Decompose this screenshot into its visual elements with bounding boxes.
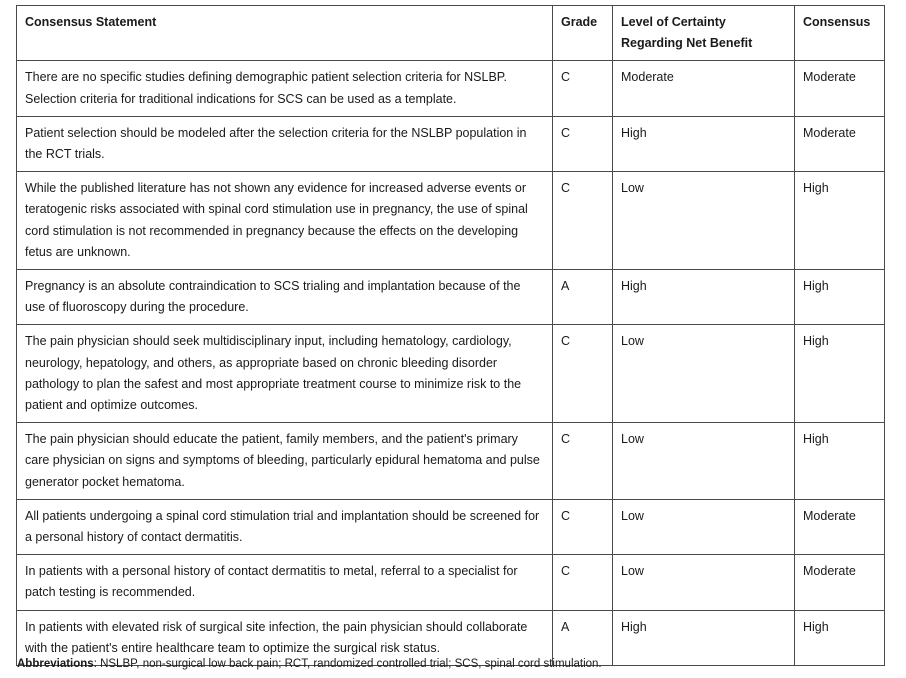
statement-cell: The pain physician should seek multidisciplinary input, including hematology, cardiology, neurology, hepatology, and others, as appropriate based on chronic bleeding disorder pathology to plan the safest and most appropriate treatment course to minimize risk to the patient and optimize outcomes. [17,325,553,423]
certainty-cell: Low [613,499,795,554]
header-level-of-certainty: Level of Certainty Regarding Net Benefit [613,6,795,61]
table-row [17,116,885,171]
grade-cell: C [553,61,613,116]
table-row [17,270,885,325]
consensus-cell: High [795,610,885,665]
table-row [17,172,885,270]
grade-cell: C [553,325,613,423]
consensus-cell: High [795,423,885,500]
certainty-cell: High [613,610,795,665]
grade-cell: A [553,270,613,325]
certainty-cell: Moderate [613,61,795,116]
certainty-cell: Low [613,325,795,423]
statement-cell: All patients undergoing a spinal cord stimulation trial and implantation should be screened for a personal history of contact dermatitis. [17,499,553,554]
consensus-cell: High [795,325,885,423]
abbreviations-text: : NSLBP, non-surgical low back pain; RCT, randomized controlled trial; SCS, spinal cord stimulation. [93,658,602,670]
header-consensus: Consensus [795,6,885,61]
header-grade: Grade [553,6,613,61]
consensus-cell: Moderate [795,499,885,554]
table-row [17,61,885,116]
grade-cell: A [553,610,613,665]
table-header-row [17,6,885,61]
certainty-cell: Low [613,423,795,500]
certainty-cell: Low [613,172,795,270]
statement-cell: While the published literature has not shown any evidence for increased adverse events or teratogenic risks associated with spinal cord stimulation use in pregnancy, the use of spinal cord stimulation is not recommended in pregnancy because the effects on the developing fetus are unknown. [17,172,553,270]
table-row [17,499,885,554]
certainty-cell: Low [613,555,795,610]
statement-cell: In patients with elevated risk of surgical site infection, the pain physician should collaborate with the patient's entire healthcare team to optimize the surgical risk status. [17,610,553,665]
grade-cell: C [553,555,613,610]
statement-cell: In patients with a personal history of contact dermatitis to metal, referral to a specialist for patch testing is recommended. [17,555,553,610]
consensus-cell: Moderate [795,555,885,610]
abbreviations-label: Abbreviations [17,658,94,670]
grade-cell: C [553,499,613,554]
grade-cell: C [553,172,613,270]
consensus-cell: Moderate [795,116,885,171]
consensus-cell: High [795,270,885,325]
grade-cell: C [553,116,613,171]
table-row [17,555,885,610]
statement-cell: Patient selection should be modeled after the selection criteria for the NSLBP population in the RCT trials. [17,116,553,171]
statement-cell: There are no specific studies defining demographic patient selection criteria for NSLBP. Selection criteria for traditional indications for SCS can be used as a template. [17,61,553,116]
statement-cell: The pain physician should educate the patient, family members, and the patient's primary care physician on signs and symptoms of bleeding, particularly epidural hematoma and pulse generator pocket hematoma. [17,423,553,500]
statement-cell: Pregnancy is an absolute contraindication to SCS trialing and implantation because of the use of fluoroscopy during the procedure. [17,270,553,325]
consensus-table [16,5,885,666]
abbreviations-footnote [17,656,897,672]
certainty-cell: High [613,270,795,325]
consensus-cell: High [795,172,885,270]
header-consensus-statement: Consensus Statement [17,6,553,61]
grade-cell: C [553,423,613,500]
table-row [17,325,885,423]
table-row [17,423,885,500]
certainty-cell: High [613,116,795,171]
consensus-cell: Moderate [795,61,885,116]
